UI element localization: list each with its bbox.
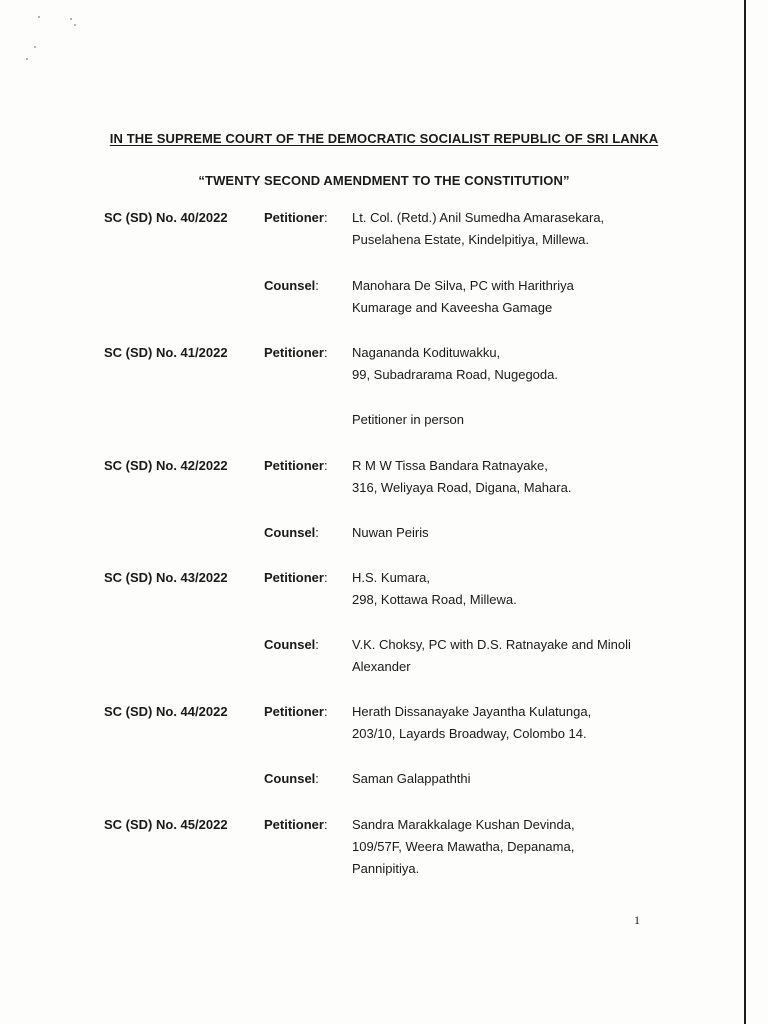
petitioner-details <box>352 207 604 251</box>
counsel-details <box>352 522 429 544</box>
scan-speck <box>38 16 40 18</box>
court-heading: IN THE SUPREME COURT OF THE DEMOCRATIC SOCIALIST REPUBLIC OF SRI LANKA <box>109 131 659 146</box>
petitioner-details <box>352 701 591 745</box>
scan-speck <box>70 18 72 20</box>
counsel-line: Manohara De Silva, PC with Harithriya <box>352 278 574 293</box>
petitioner-in-person-note: Petitioner in person <box>352 412 465 427</box>
petitioner-details <box>352 455 571 499</box>
petitioner-line: 316, Weliyaya Road, Digana, Mahara. <box>352 480 572 495</box>
scan-speck <box>34 46 36 48</box>
petitioner-line: Nagananda Kodituwakku, <box>352 345 501 360</box>
petitioner-details <box>352 814 575 880</box>
case-number: SC (SD) No. 45/2022 <box>104 817 228 832</box>
counsel-line: Alexander <box>352 659 411 674</box>
petitioner-details <box>352 342 558 386</box>
petitioner-label: Petitioner: <box>264 570 328 585</box>
petitioner-line: Lt. Col. (Retd.) Anil Sumedha Amarasekara, <box>352 210 605 225</box>
counsel-label: Counsel: <box>264 771 319 786</box>
scan-edge-line <box>744 0 746 1024</box>
petitioner-line: H.S. Kumara, <box>352 570 431 585</box>
petitioner-label: Petitioner: <box>264 345 328 360</box>
counsel-details <box>352 275 574 319</box>
petitioner-label: Petitioner: <box>264 704 328 719</box>
counsel-details <box>352 634 631 678</box>
case-number: SC (SD) No. 43/2022 <box>104 570 228 585</box>
petitioner-line: Herath Dissanayake Jayantha Kulatunga, <box>352 704 592 719</box>
counsel-label: Counsel: <box>264 525 319 540</box>
petitioner-line: 203/10, Layards Broadway, Colombo 14. <box>352 726 587 741</box>
page-number: 1 <box>634 913 640 927</box>
case-number: SC (SD) No. 40/2022 <box>104 210 228 225</box>
scan-speck <box>74 24 76 26</box>
counsel-details <box>352 768 471 790</box>
petitioner-label: Petitioner: <box>264 817 328 832</box>
petitioner-label: Petitioner: <box>264 458 328 473</box>
counsel-line: Nuwan Peiris <box>352 525 429 540</box>
case-number: SC (SD) No. 42/2022 <box>104 458 228 473</box>
petitioner-line: 109/57F, Weera Mawatha, Depanama, <box>352 839 575 854</box>
petitioner-line: R M W Tissa Bandara Ratnayake, <box>352 458 548 473</box>
counsel-label: Counsel: <box>264 278 319 293</box>
petitioner-details <box>352 567 517 611</box>
document-title: “TWENTY SECOND AMENDMENT TO THE CONSTITUTION” <box>198 173 570 188</box>
petitioner-line: 298, Kottawa Road, Millewa. <box>352 592 517 607</box>
petitioner-line: Sandra Marakkalage Kushan Devinda, <box>352 817 575 832</box>
counsel-line: Saman Galappaththi <box>352 771 471 786</box>
petitioner-label: Petitioner: <box>264 210 328 225</box>
counsel-label: Counsel: <box>264 637 319 652</box>
counsel-line: Kumarage and Kaveesha Gamage <box>352 300 553 315</box>
case-number: SC (SD) No. 44/2022 <box>104 704 228 719</box>
petitioner-line: Pannipitiya. <box>352 861 420 876</box>
petitioner-line: Puselahena Estate, Kindelpitiya, Millewa. <box>352 232 590 247</box>
scan-speck <box>26 58 28 60</box>
case-number: SC (SD) No. 41/2022 <box>104 345 228 360</box>
petitioner-line: 99, Subadrarama Road, Nugegoda. <box>352 367 558 382</box>
counsel-line: V.K. Choksy, PC with D.S. Ratnayake and Minoli <box>352 637 631 652</box>
